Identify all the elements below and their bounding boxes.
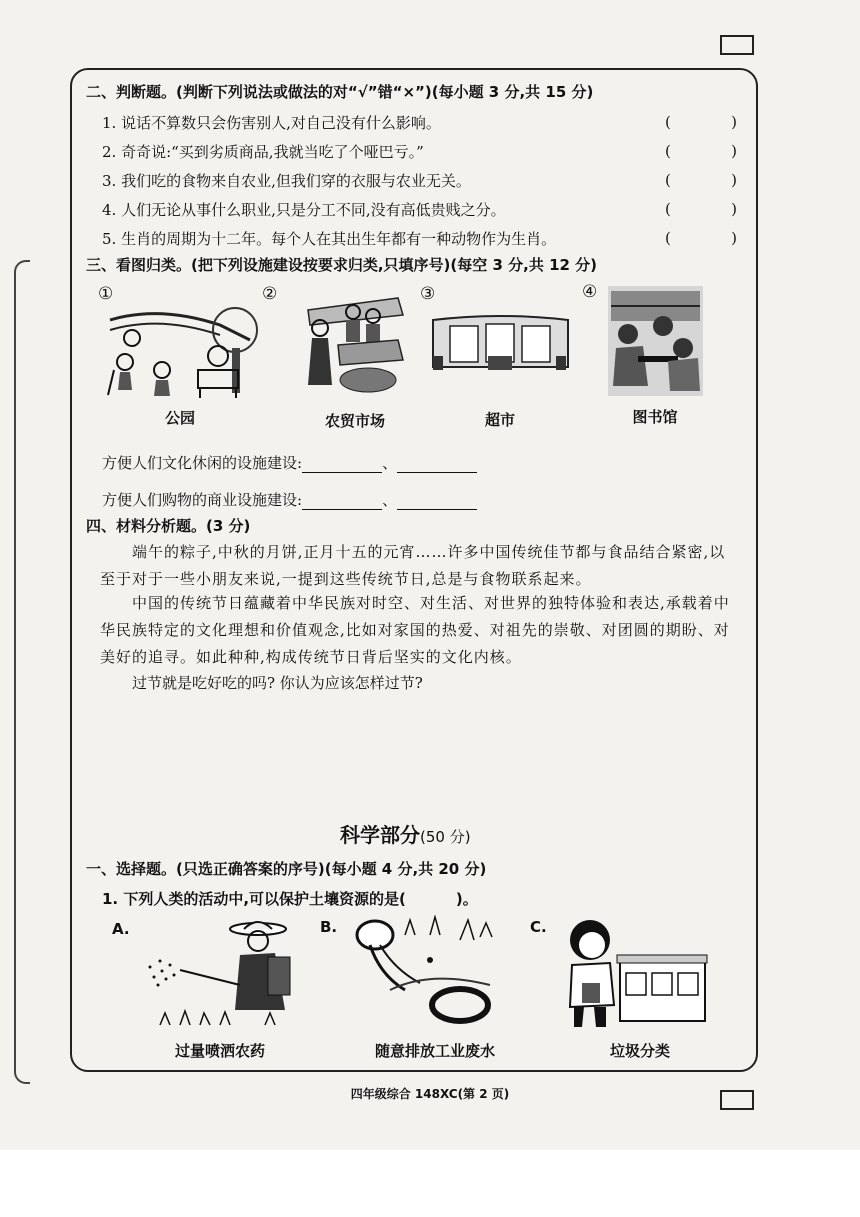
answer-paren-1[interactable] (665, 113, 737, 131)
picture-num-2: ② (262, 284, 278, 304)
caption-library: 图书馆 (632, 408, 678, 426)
classify-heading: 三、看图归类。(把下列设施建设按要求归类,只填序号)(每空 3 分,共 12 分) (86, 256, 598, 274)
answer-paren-3[interactable] (665, 171, 737, 189)
material-question: 过节就是吃好吃的吗? 你认为应该怎样过节? (132, 674, 423, 692)
paren-close: ) (731, 229, 737, 247)
paren-open: ( (665, 229, 671, 247)
picture-num-1: ① (98, 284, 114, 304)
paren-open: ( (665, 200, 671, 218)
judge-item-4: 4. 人们无论从事什么职业,只是分工不同,没有高低贵贱之分。 (102, 201, 506, 219)
paren-close: ) (731, 200, 737, 218)
paren-open: ( (665, 171, 671, 189)
park-icon (100, 300, 265, 400)
answer-paren-2[interactable] (665, 142, 737, 160)
culture-label: 方便人们文化休闲的设施建设: (102, 454, 303, 472)
option-b-letter: B. (320, 918, 338, 936)
science-score: (50 分) (420, 828, 471, 846)
answer-paren-5[interactable] (665, 229, 737, 247)
scan-margin (0, 1150, 860, 1217)
market-icon (298, 290, 408, 395)
picture-num-3: ③ (420, 284, 436, 304)
caption-supermarket: 超市 (484, 411, 515, 429)
material-para-1: 端午的粽子,中秋的月饼,正月十五的元宵……许多中国传统佳节都与食品结合紧密,以至于对于一些小朋友来说,一提到这些传统节日,总是与食物联系起来。 (100, 543, 726, 588)
paren-open: ( (665, 113, 671, 131)
science-q1 (102, 889, 478, 909)
material-heading: 四、材料分析题。(3 分) (86, 517, 251, 535)
paren-close: ) (731, 171, 737, 189)
separator: 、 (382, 454, 398, 472)
corner-box-top (720, 35, 754, 55)
science-title-text: 科学部分 (340, 823, 420, 847)
paren-close: ) (731, 113, 737, 131)
option-a-letter: A. (112, 920, 130, 938)
spraying-pesticide-icon (140, 915, 300, 1030)
supermarket-icon (428, 312, 573, 374)
shopping-blank-2[interactable] (397, 495, 477, 510)
science-title (340, 822, 471, 850)
classify-line-culture (102, 453, 477, 473)
library-icon (608, 286, 703, 396)
caption-option-b: 随意排放工业废水 (374, 1042, 495, 1060)
culture-blank-2[interactable] (397, 458, 477, 473)
shopping-label: 方便人们购物的商业设施建设: (102, 491, 303, 509)
binding-bracket (14, 260, 30, 1084)
caption-market: 农贸市场 (324, 412, 385, 430)
q1-text: 1. 下列人类的活动中,可以保护土壤资源的是( (102, 890, 406, 908)
paren-close: ) (731, 142, 737, 160)
judge-item-3: 3. 我们吃的食物来自农业,但我们穿的衣服与农业无关。 (102, 172, 471, 190)
caption-option-a: 过量喷洒农药 (174, 1042, 265, 1060)
judge-item-2: 2. 奇奇说:“买到劣质商品,我就当吃了个哑巴亏。” (102, 143, 424, 161)
paren-open: ( (665, 142, 671, 160)
caption-option-c: 垃圾分类 (609, 1042, 670, 1060)
separator: 、 (382, 491, 398, 509)
answer-paren-4[interactable] (665, 200, 737, 218)
q1-end: )。 (455, 890, 478, 908)
culture-blank-1[interactable] (302, 458, 382, 473)
judge-item-5: 5. 生肖的周期为十二年。每个人在其出生年都有一种动物作为生肖。 (102, 230, 557, 248)
material-para-2: 中国的传统节日蕴藏着中华民族对时空、对生活、对世界的独特体验和表达,承载着中华民族特定的文化理想和价值观念,比如对家国的热爱、对祖先的崇敬、对团圆的期盼、对美好的追寻。如此种种,构成传统节日背后坚实的文化内核。 (100, 594, 730, 666)
picture-num-4: ④ (582, 282, 598, 302)
option-c-letter: C. (530, 918, 547, 936)
page-footer: 四年级综合 148XC(第 2 页) (350, 1087, 510, 1101)
judge-item-1: 1. 说话不算数只会伤害别人,对自己没有什么影响。 (102, 114, 441, 132)
caption-park: 公园 (164, 409, 195, 427)
classify-line-shopping (102, 490, 477, 510)
judge-heading: 二、判断题。(判断下列说法或做法的对“√”错“×”)(每小题 3 分,共 15 分) (86, 83, 594, 101)
wastewater-icon (350, 915, 510, 1030)
science-choice-heading: 一、选择题。(只选正确答案的序号)(每小题 4 分,共 20 分) (86, 860, 487, 878)
garbage-sorting-icon (562, 915, 712, 1030)
shopping-blank-1[interactable] (302, 495, 382, 510)
